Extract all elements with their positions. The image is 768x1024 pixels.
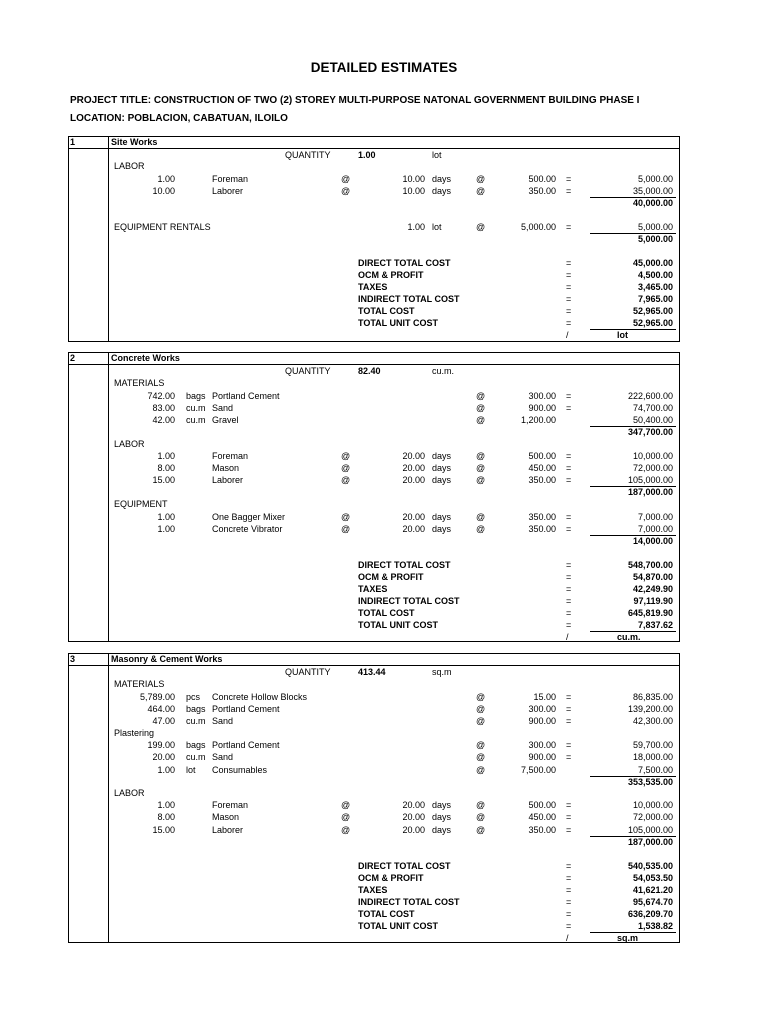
row-duration: 20.00	[402, 463, 425, 473]
row-amount: 18,000.00	[632, 752, 673, 762]
row-duration-unit: days	[432, 475, 452, 485]
row-at: @	[476, 800, 486, 810]
row-description: Sand	[212, 716, 234, 726]
summary-equals: =	[566, 897, 572, 907]
summary-label: OCM & PROFIT	[358, 270, 424, 280]
summary-equals: =	[566, 258, 572, 268]
row-description: EQUIPMENT RENTALS	[114, 222, 211, 232]
row-duration: 20.00	[402, 524, 425, 534]
row-at: @	[341, 451, 351, 461]
row-equals: =	[566, 812, 572, 822]
summary-equals: =	[566, 909, 572, 919]
row-duration-unit: days	[432, 512, 452, 522]
row-duration-unit: lot	[432, 222, 442, 232]
row-rate: 15.00	[533, 692, 556, 702]
row-equals: =	[566, 825, 572, 835]
row-qty: 1.00	[157, 765, 175, 775]
row-rate: 500.00	[528, 451, 556, 461]
row-at: @	[341, 463, 351, 473]
row-rate: 350.00	[528, 524, 556, 534]
row-qty: 199.00	[147, 740, 175, 750]
row-amount: 10,000.00	[632, 451, 673, 461]
column-divider	[108, 654, 109, 942]
row-rate: 350.00	[528, 186, 556, 196]
row-at: @	[476, 475, 486, 485]
summary-equals: =	[566, 584, 572, 594]
summary-label: TOTAL UNIT COST	[358, 318, 438, 328]
row-qty: 742.00	[147, 391, 175, 401]
row-unit: cu.m	[186, 403, 206, 413]
row-rate: 5,000.00	[520, 222, 556, 232]
row-description: Concrete Vibrator	[212, 524, 283, 534]
row-amount: 50,400.00	[632, 415, 673, 425]
quantity-unit: cu.m.	[432, 366, 455, 376]
row-rate: 900.00	[528, 403, 556, 413]
summary-value: 54,870.00	[632, 572, 673, 582]
row-amount: 42,300.00	[632, 716, 673, 726]
row-description: Portland Cement	[212, 740, 280, 750]
row-at: @	[476, 391, 486, 401]
row-unit: cu.m	[186, 415, 206, 425]
row-duration-unit: days	[432, 524, 452, 534]
per-slash: /	[566, 933, 569, 943]
row-at: @	[341, 800, 351, 810]
group-label: MATERIALS	[114, 679, 165, 689]
row-description: Laborer	[212, 825, 244, 835]
row-duration-unit: days	[432, 463, 452, 473]
summary-equals: =	[566, 306, 572, 316]
row-at: @	[341, 524, 351, 534]
row-description: Gravel	[212, 415, 239, 425]
row-qty: 8.00	[157, 463, 175, 473]
row-rate: 350.00	[528, 825, 556, 835]
row-qty: 83.00	[152, 403, 175, 413]
row-rate: 1,200.00	[520, 415, 556, 425]
row-unit: lot	[186, 765, 196, 775]
row-equals: =	[566, 800, 572, 810]
row-amount: 139,200.00	[627, 704, 673, 714]
quantity-unit: lot	[432, 150, 442, 160]
row-at: @	[476, 825, 486, 835]
summary-value: 4,500.00	[637, 270, 673, 280]
row-description: Portland Cement	[212, 704, 280, 714]
summary-value: 97,119.90	[633, 596, 673, 606]
summary-value: 42,249.90	[632, 584, 673, 594]
row-amount: 5,000.00	[637, 222, 673, 232]
row-description: Foreman	[212, 174, 249, 184]
summary-label: INDIRECT TOTAL COST	[358, 596, 460, 606]
summary-value: 636,209.70	[627, 909, 673, 919]
row-rate: 500.00	[528, 174, 556, 184]
group-subtotal: 14,000.00	[632, 536, 673, 546]
row-amount: 105,000.00	[627, 475, 673, 485]
row-amount: 35,000.00	[632, 186, 673, 196]
summary-label: TOTAL COST	[358, 909, 415, 919]
summary-label: TOTAL COST	[358, 306, 415, 316]
group-label: MATERIALS	[114, 378, 165, 388]
row-at: @	[476, 512, 486, 522]
summary-label: TOTAL COST	[358, 608, 415, 618]
row-equals: =	[566, 174, 572, 184]
summary-equals: =	[566, 921, 572, 931]
row-equals: =	[566, 704, 572, 714]
column-divider	[108, 137, 109, 341]
group-subtotal: 353,535.00	[627, 777, 673, 787]
summary-equals: =	[566, 294, 572, 304]
row-description: Laborer	[212, 186, 244, 196]
summary-label: DIRECT TOTAL COST	[358, 861, 451, 871]
row-qty: 1.00	[157, 800, 175, 810]
row-at: @	[341, 475, 351, 485]
row-qty: 10.00	[152, 186, 175, 196]
section-number: 3	[70, 654, 76, 664]
row-at: @	[476, 451, 486, 461]
section-number: 2	[70, 353, 76, 363]
summary-equals: =	[566, 572, 572, 582]
summary-equals: =	[566, 608, 572, 618]
unit-cost-rule	[590, 329, 676, 330]
row-duration: 20.00	[402, 812, 425, 822]
summary-equals: =	[566, 861, 572, 871]
summary-value: 540,535.00	[627, 861, 673, 871]
section-name: Masonry & Cement Works	[111, 654, 223, 664]
summary-equals: =	[566, 885, 572, 895]
summary-equals: =	[566, 596, 572, 606]
group-subtotal: 40,000.00	[632, 198, 673, 208]
summary-equals: =	[566, 560, 572, 570]
summary-value: 54,053.50	[632, 873, 673, 883]
row-amount: 10,000.00	[632, 800, 673, 810]
group-subtotal: 347,700.00	[627, 427, 673, 437]
row-amount: 72,000.00	[632, 812, 673, 822]
row-qty: 8.00	[157, 812, 175, 822]
row-rate: 900.00	[528, 716, 556, 726]
summary-value: 45,000.00	[632, 258, 673, 268]
row-equals: =	[566, 752, 572, 762]
row-description: Consumables	[212, 765, 268, 775]
row-qty: 47.00	[152, 716, 175, 726]
row-amount: 5,000.00	[637, 174, 673, 184]
row-description: Sand	[212, 403, 234, 413]
row-description: Sand	[212, 752, 234, 762]
summary-label: TAXES	[358, 584, 388, 594]
row-equals: =	[566, 512, 572, 522]
group-label: EQUIPMENT	[114, 499, 168, 509]
row-rate: 300.00	[528, 391, 556, 401]
row-at: @	[476, 174, 486, 184]
row-qty: 42.00	[152, 415, 175, 425]
row-at: @	[341, 174, 351, 184]
row-qty: 1.00	[157, 512, 175, 522]
header-rule	[69, 665, 679, 666]
per-slash: /	[566, 632, 569, 642]
summary-value: 7,965.00	[637, 294, 673, 304]
summary-value: 52,965.00	[632, 306, 673, 316]
summary-label: TOTAL UNIT COST	[358, 921, 438, 931]
row-rate: 450.00	[528, 812, 556, 822]
summary-equals: =	[566, 282, 572, 292]
group-subtotal: 5,000.00	[637, 234, 673, 244]
row-at: @	[476, 692, 486, 702]
summary-value: 41,621.20	[632, 885, 673, 895]
quantity-label: QUANTITY	[285, 150, 331, 160]
summary-value: 7,837.62	[637, 620, 673, 630]
row-at: @	[476, 704, 486, 714]
group-label: LABOR	[114, 161, 145, 171]
row-duration-unit: days	[432, 186, 452, 196]
header-rule	[69, 364, 679, 365]
section-name: Concrete Works	[111, 353, 180, 363]
group-label: LABOR	[114, 439, 145, 449]
row-at: @	[476, 222, 486, 232]
location: LOCATION: POBLACION, CABATUAN, ILOILO	[70, 113, 288, 124]
row-equals: =	[566, 740, 572, 750]
row-unit: bags	[186, 391, 206, 401]
row-equals: =	[566, 524, 572, 534]
per-unit: lot	[617, 330, 628, 340]
page-title: DETAILED ESTIMATES	[310, 60, 458, 75]
quantity-label: QUANTITY	[285, 366, 331, 376]
row-duration: 20.00	[402, 475, 425, 485]
row-equals: =	[566, 463, 572, 473]
row-amount: 72,000.00	[632, 463, 673, 473]
row-at: @	[476, 740, 486, 750]
quantity-value: 82.40	[358, 366, 381, 376]
summary-label: DIRECT TOTAL COST	[358, 560, 451, 570]
row-duration-unit: days	[432, 812, 452, 822]
row-at: @	[341, 825, 351, 835]
section-number: 1	[70, 137, 76, 147]
summary-label: OCM & PROFIT	[358, 572, 424, 582]
row-at: @	[476, 186, 486, 196]
per-unit: sq.m	[617, 933, 639, 943]
summary-value: 3,465.00	[637, 282, 673, 292]
row-unit: cu.m	[186, 752, 206, 762]
row-rate: 300.00	[528, 704, 556, 714]
row-at: @	[476, 716, 486, 726]
row-rate: 450.00	[528, 463, 556, 473]
row-qty: 5,789.00	[139, 692, 175, 702]
summary-value: 95,674.70	[632, 897, 673, 907]
quantity-value: 1.00	[358, 150, 376, 160]
summary-label: TAXES	[358, 885, 388, 895]
group-label: Plastering	[114, 728, 155, 738]
row-duration: 10.00	[402, 186, 425, 196]
row-amount: 59,700.00	[632, 740, 673, 750]
row-duration: 20.00	[402, 800, 425, 810]
row-at: @	[476, 524, 486, 534]
row-equals: =	[566, 391, 572, 401]
summary-value: 548,700.00	[627, 560, 673, 570]
group-label: LABOR	[114, 788, 145, 798]
row-unit: bags	[186, 740, 206, 750]
summary-value: 1,538.82	[637, 921, 673, 931]
per-unit: cu.m.	[617, 632, 641, 642]
row-at: @	[476, 403, 486, 413]
row-rate: 900.00	[528, 752, 556, 762]
summary-value: 52,965.00	[632, 318, 673, 328]
summary-equals: =	[566, 620, 572, 630]
row-rate: 7,500.00	[520, 765, 556, 775]
group-subtotal: 187,000.00	[627, 837, 673, 847]
row-description: Foreman	[212, 451, 249, 461]
quantity-label: QUANTITY	[285, 667, 331, 677]
row-at: @	[341, 186, 351, 196]
quantity-unit: sq.m	[432, 667, 452, 677]
row-equals: =	[566, 186, 572, 196]
row-amount: 86,835.00	[632, 692, 673, 702]
row-qty: 1.00	[157, 451, 175, 461]
header-rule	[69, 148, 679, 149]
row-equals: =	[566, 692, 572, 702]
summary-equals: =	[566, 318, 572, 328]
row-unit: cu.m	[186, 716, 206, 726]
row-at: @	[341, 512, 351, 522]
row-equals: =	[566, 716, 572, 726]
row-at: @	[476, 765, 486, 775]
row-duration: 10.00	[402, 174, 425, 184]
row-qty: 15.00	[152, 825, 175, 835]
row-description: Laborer	[212, 475, 244, 485]
project-title: PROJECT TITLE: CONSTRUCTION OF TWO (2) STOREY MULTI-PURPOSE NATONAL GOVERNMENT BUILDING PHASE I	[70, 95, 640, 106]
row-rate: 500.00	[528, 800, 556, 810]
summary-label: TOTAL UNIT COST	[358, 620, 438, 630]
summary-label: TAXES	[358, 282, 388, 292]
row-description: One Bagger Mixer	[212, 512, 286, 522]
row-description: Foreman	[212, 800, 249, 810]
summary-label: DIRECT TOTAL COST	[358, 258, 451, 268]
row-amount: 105,000.00	[627, 825, 673, 835]
row-equals: =	[566, 403, 572, 413]
section-name: Site Works	[111, 137, 158, 147]
row-rate: 350.00	[528, 512, 556, 522]
summary-label: OCM & PROFIT	[358, 873, 424, 883]
row-duration: 20.00	[402, 451, 425, 461]
row-qty: 15.00	[152, 475, 175, 485]
row-qty: 464.00	[147, 704, 175, 714]
summary-equals: =	[566, 270, 572, 280]
row-description: Mason	[212, 812, 240, 822]
column-divider	[108, 353, 109, 641]
row-duration-unit: days	[432, 174, 452, 184]
row-description: Mason	[212, 463, 240, 473]
group-subtotal: 187,000.00	[627, 487, 673, 497]
row-duration: 20.00	[402, 512, 425, 522]
row-qty: 1.00	[157, 524, 175, 534]
row-description: Portland Cement	[212, 391, 280, 401]
summary-value: 645,819.90	[627, 608, 673, 618]
row-qty: 1.00	[157, 174, 175, 184]
row-at: @	[476, 752, 486, 762]
row-equals: =	[566, 222, 572, 232]
row-duration-unit: days	[432, 825, 452, 835]
row-amount: 7,000.00	[637, 524, 673, 534]
row-duration: 20.00	[402, 825, 425, 835]
summary-label: INDIRECT TOTAL COST	[358, 294, 460, 304]
row-unit: pcs	[186, 692, 201, 702]
row-amount: 74,700.00	[632, 403, 673, 413]
summary-equals: =	[566, 873, 572, 883]
row-at: @	[476, 812, 486, 822]
row-at: @	[476, 415, 486, 425]
per-slash: /	[566, 330, 569, 340]
row-amount: 222,600.00	[627, 391, 673, 401]
quantity-value: 413.44	[358, 667, 386, 677]
row-duration-unit: days	[432, 800, 452, 810]
row-duration-unit: days	[432, 451, 452, 461]
row-qty: 20.00	[152, 752, 175, 762]
row-rate: 300.00	[528, 740, 556, 750]
row-at: @	[476, 463, 486, 473]
row-equals: =	[566, 475, 572, 485]
row-equals: =	[566, 451, 572, 461]
row-at: @	[341, 812, 351, 822]
row-unit: bags	[186, 704, 206, 714]
row-rate: 350.00	[528, 475, 556, 485]
row-amount: 7,000.00	[637, 512, 673, 522]
row-description: Concrete Hollow Blocks	[212, 692, 308, 702]
row-amount: 7,500.00	[637, 765, 673, 775]
summary-label: INDIRECT TOTAL COST	[358, 897, 460, 907]
row-duration: 1.00	[407, 222, 425, 232]
